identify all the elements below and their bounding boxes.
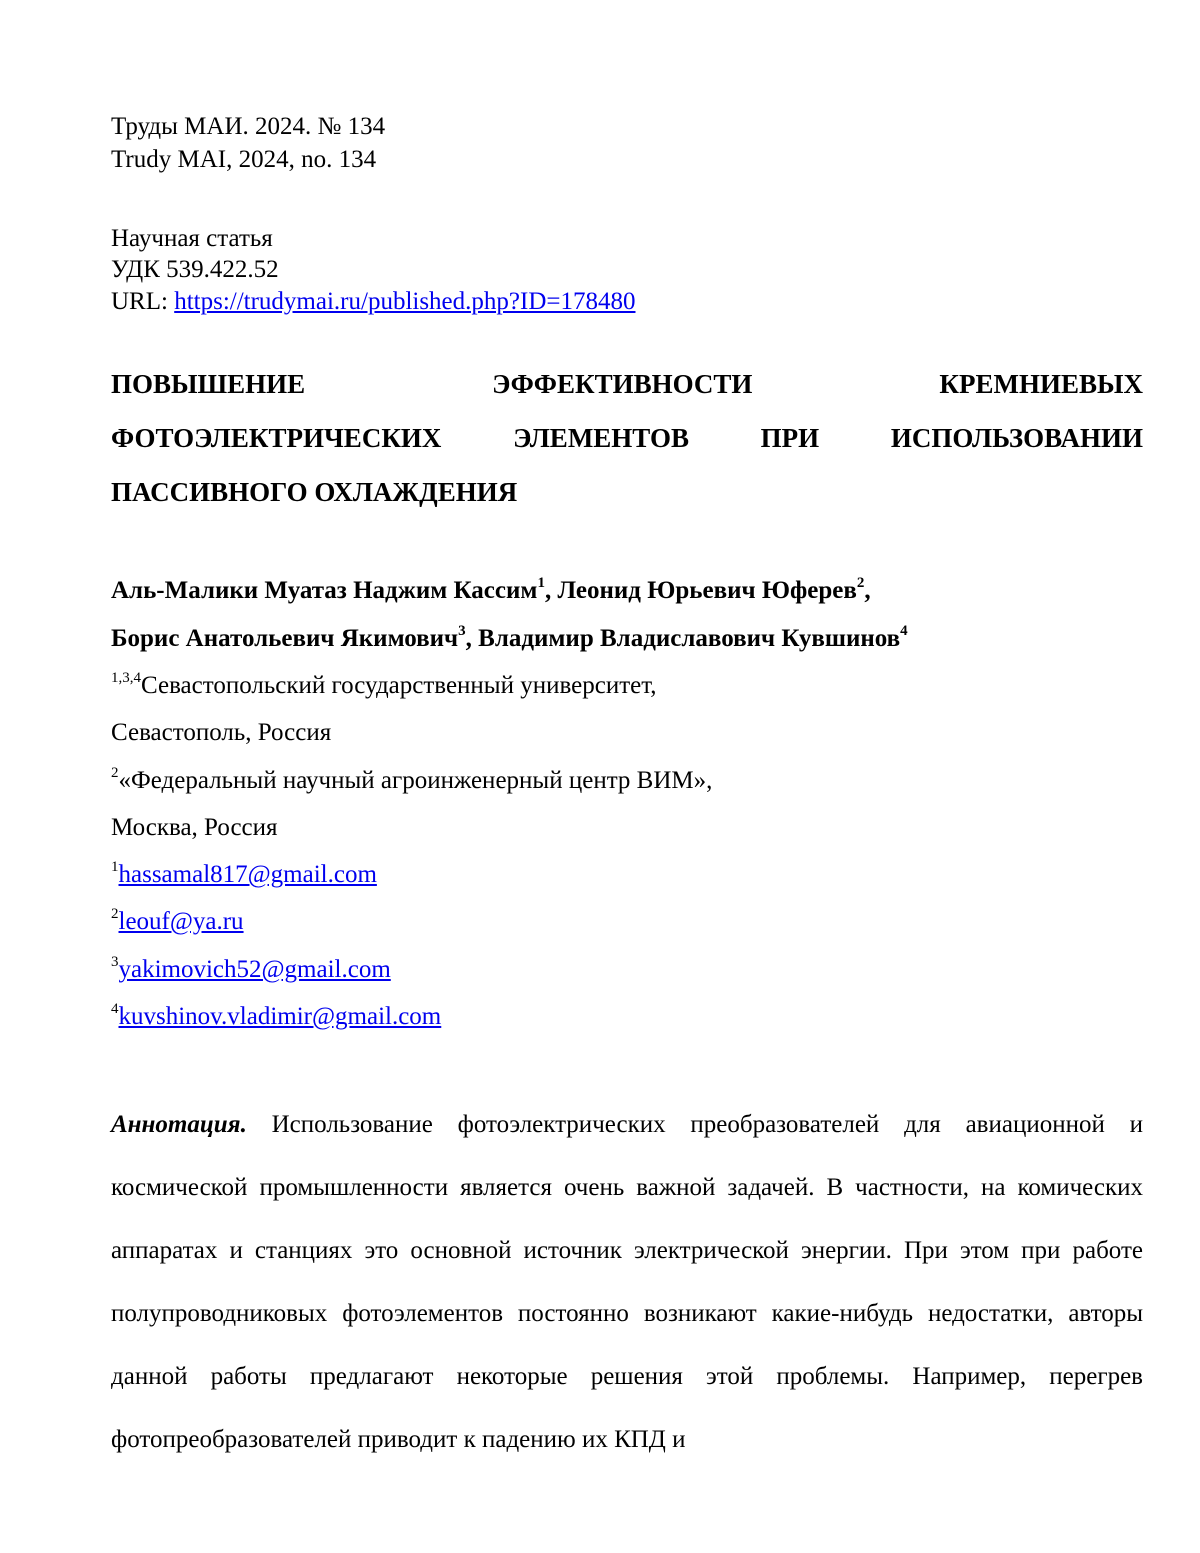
email-link[interactable]: yakimovich52@gmail.com <box>118 956 391 983</box>
author-name: Борис Анатольевич Якимович <box>111 625 459 652</box>
affiliation-line <box>111 766 712 796</box>
title-line-2 <box>111 421 1143 455</box>
affiliation-text: Севастополь, Россия <box>111 719 332 746</box>
article-type: Научная статья <box>111 225 273 252</box>
abstract-paragraph <box>111 1093 1143 1471</box>
udc-code: УДК 539.422.52 <box>111 256 279 283</box>
author-affiliation-number: 1 <box>537 574 545 591</box>
email-line <box>111 1002 441 1032</box>
author-name: Леонид Юрьевич Юферев <box>557 577 857 604</box>
title-word: ПАССИВНОГО ОХЛАЖДЕНИЯ <box>111 477 518 507</box>
email-line <box>111 907 244 937</box>
affiliation-number: 2 <box>111 764 119 781</box>
email-line <box>111 955 391 985</box>
abstract-text: Использование фотоэлектрических преобразователей для авиационной и космической промышленности является очень важной задачей. В частности, на комических аппаратах и станциях это основной источник электрической энергии. При этом при работе полупроводниковых фотоэлементов постоянно возникают какие-нибудь недостатки, авторы данной работы предлагают некоторые решения этой проблемы. Например, перегрев фотопреобразователей приводит к падению их КПД и <box>111 1111 1144 1453</box>
title-line-1 <box>111 367 1143 401</box>
affiliation-line <box>111 813 278 843</box>
email-number: 3 <box>111 953 119 970</box>
email-link[interactable]: hassamal817@gmail.com <box>118 861 377 888</box>
author-affiliation-number: 3 <box>458 622 466 639</box>
title-word: ЭФФЕКТИВНОСТИ <box>492 369 753 399</box>
author-separator: , <box>465 625 479 652</box>
author-affiliation-number: 4 <box>900 622 908 639</box>
title-line-3 <box>111 475 1143 509</box>
affiliation-text: Москва, Россия <box>111 814 278 841</box>
title-word: ФОТОЭЛЕКТРИЧЕСКИХ <box>111 423 442 453</box>
affiliation-number: 1,3,4 <box>111 669 141 686</box>
affiliation-text: «Федеральный научный агроинженерный центр ВИМ», <box>118 767 713 794</box>
author-separator: , <box>544 577 558 604</box>
email-number: 1 <box>111 858 119 875</box>
journal-citation-ru: Труды МАИ. 2024. № 134 <box>111 113 386 140</box>
author-separator: , <box>864 577 871 604</box>
authors-line-1 <box>111 576 871 606</box>
email-link[interactable]: kuvshinov.vladimir@gmail.com <box>118 1003 442 1030</box>
email-number: 2 <box>111 905 119 922</box>
article-url-line <box>111 287 635 317</box>
author-name: Владимир Владиславович Кувшинов <box>478 625 901 652</box>
article-url-link[interactable]: https://trudymai.ru/published.php?ID=178480 <box>174 288 636 315</box>
affiliation-text: Севастопольский государственный университет, <box>141 672 657 699</box>
authors-line-2 <box>111 624 908 654</box>
title-word: ИСПОЛЬЗОВАНИИ <box>890 423 1143 453</box>
abstract-label: Аннотация. <box>111 1111 247 1138</box>
email-link[interactable]: leouf@ya.ru <box>118 908 244 935</box>
email-line <box>111 860 377 890</box>
title-word: КРЕМНИЕВЫХ <box>939 369 1143 399</box>
title-word: ЭЛЕМЕНТОВ <box>513 423 689 453</box>
title-word: ПРИ <box>760 423 820 453</box>
journal-citation-en: Trudy MAI, 2024, no. 134 <box>111 146 377 173</box>
affiliation-line <box>111 718 331 748</box>
author-affiliation-number: 2 <box>856 574 865 591</box>
title-word: ПОВЫШЕНИЕ <box>111 369 306 399</box>
author-name: Аль-Малики Муатаз Наджим Кассим <box>111 577 538 604</box>
url-label: URL: <box>111 288 175 315</box>
affiliation-line <box>111 671 657 701</box>
email-number: 4 <box>111 1000 119 1017</box>
